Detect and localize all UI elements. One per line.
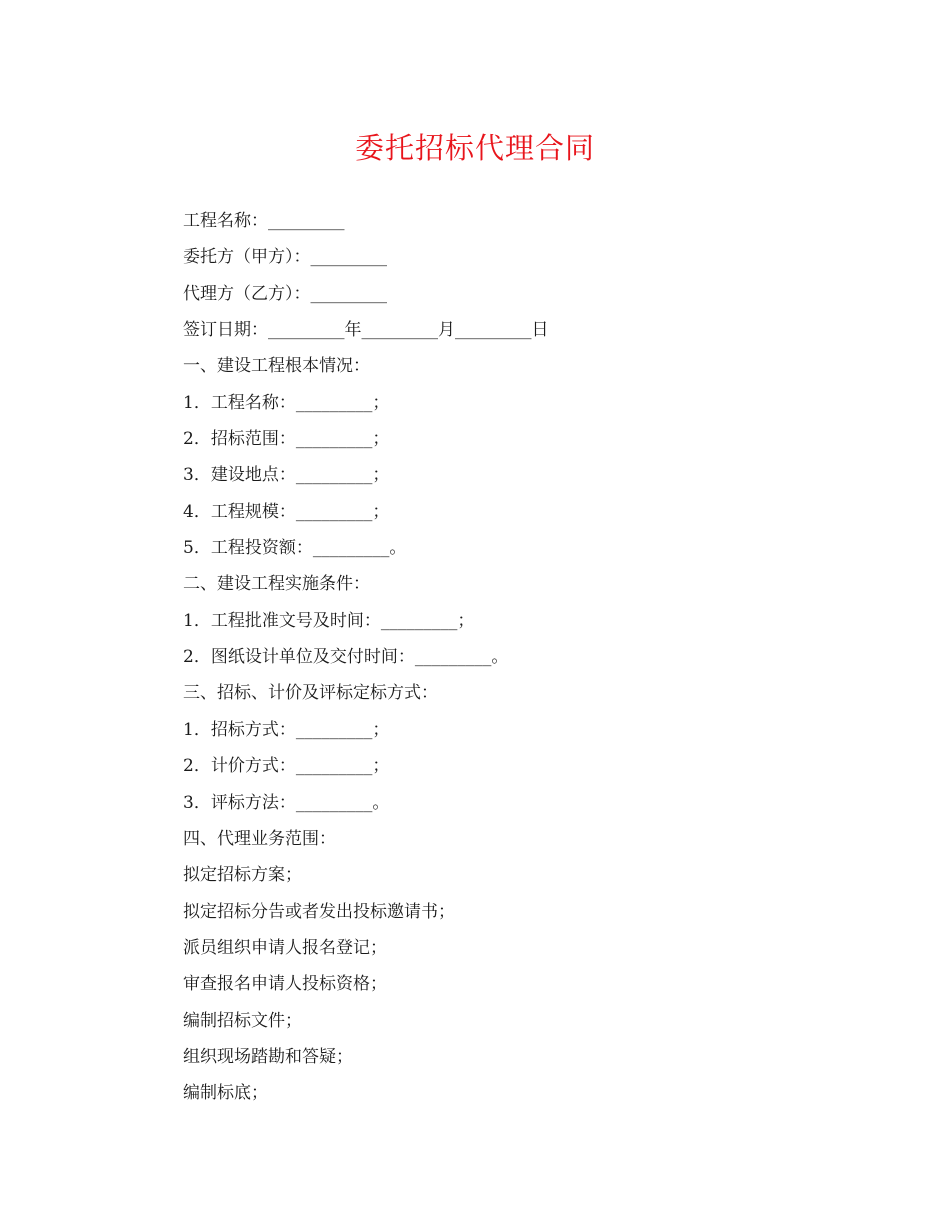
scope-item: 拟定招标分告或者发出投标邀请书；	[183, 901, 455, 922]
scope-item: 审查报名申请人投标资格；	[183, 974, 387, 995]
project-name-line: 工程名称：_________	[183, 211, 345, 231]
clause-line: 2．计价方式：_________；	[183, 756, 390, 777]
clause-line: 1．招标方式：_________；	[183, 719, 390, 740]
clause-line: 3．评标方法：_________。	[183, 792, 390, 813]
clause-line: 2．图纸设计单位及交付时间：_________。	[183, 647, 509, 668]
clause-line: 4．工程规模：_________；	[183, 501, 390, 522]
scope-item: 编制标底；	[183, 1083, 268, 1104]
document-body	[183, 203, 803, 1112]
signing-date-line: 签订日期：_________年_________月_________日	[183, 320, 549, 341]
clause-line: 3．建设地点：_________；	[183, 465, 390, 486]
scope-item: 拟定招标方案；	[183, 865, 302, 886]
section-heading: 一、建设工程根本情况：	[183, 356, 370, 377]
clause-line: 2．招标范围：_________；	[183, 429, 390, 450]
scope-item: 编制招标文件；	[183, 1010, 302, 1031]
agent-party-line: 代理方（乙方）：_________	[183, 283, 387, 304]
clause-line: 1．工程批准文号及时间：_________；	[183, 610, 475, 631]
client-party-line: 委托方（甲方）：_________	[183, 247, 387, 268]
scope-item: 派员组织申请人报名登记；	[183, 937, 387, 958]
section-heading: 三、招标、计价及评标定标方式：	[183, 683, 438, 704]
clause-line: 1．工程名称：_________；	[183, 392, 390, 413]
section-heading: 四、代理业务范围：	[183, 828, 336, 849]
scope-item: 组织现场踏勘和答疑；	[183, 1046, 353, 1067]
section-heading: 二、建设工程实施条件：	[183, 574, 370, 595]
clause-line: 5．工程投资额：_________。	[183, 538, 407, 559]
document-title: 委托招标代理合同	[354, 131, 595, 165]
